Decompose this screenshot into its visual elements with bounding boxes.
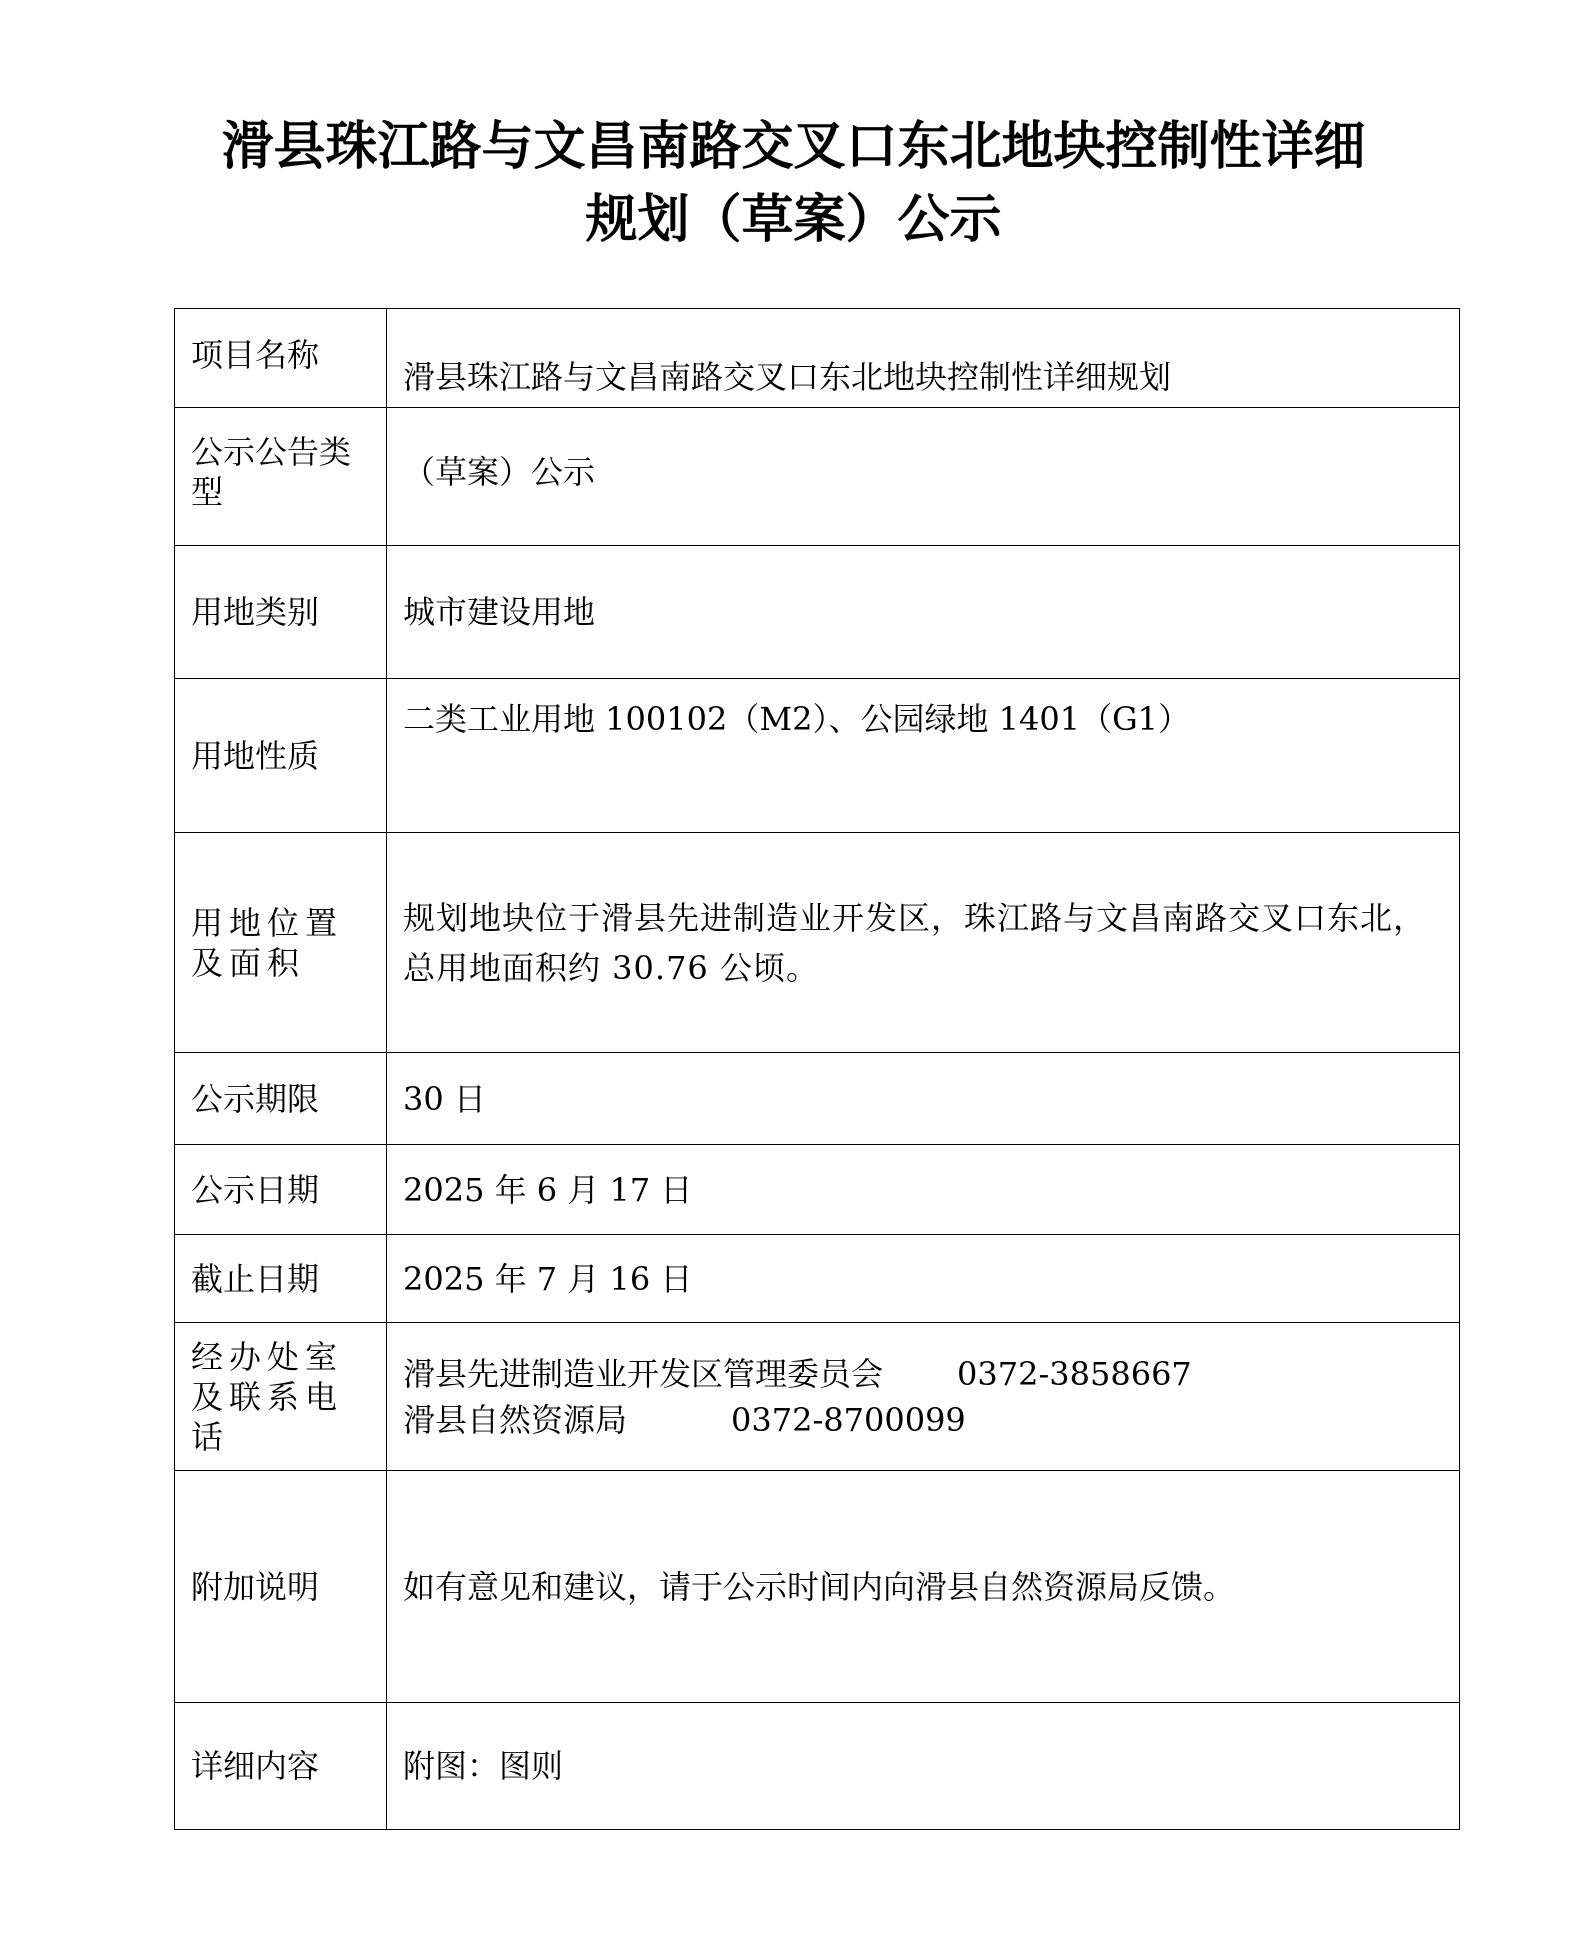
page-title-line-1: 滑县珠江路与文昌南路交叉口东北地块控制性详细 (221, 117, 1366, 177)
row-contact (175, 1323, 1460, 1471)
notice-period-label: 公示期限 (175, 1053, 387, 1145)
contact-value (387, 1323, 1460, 1471)
row-land-category (175, 546, 1460, 679)
notice-type-label: 公示公告类型 (175, 408, 387, 546)
contact-entry (403, 1397, 1449, 1443)
contact-org: 滑县自然资源局 (403, 1400, 628, 1439)
row-details (175, 1703, 1460, 1830)
location-area-label: 用地位置及面积 (175, 833, 387, 1053)
notice-table (174, 308, 1460, 1830)
contact-entry (403, 1351, 1449, 1397)
land-category-value: 城市建设用地 (387, 546, 1460, 679)
row-project-name (175, 309, 1460, 408)
notice-period-value: 30 日 (387, 1053, 1460, 1145)
row-notice-date (175, 1145, 1460, 1235)
notice-date-label: 公示日期 (175, 1145, 387, 1235)
deadline-label: 截止日期 (175, 1235, 387, 1323)
location-area-value: 规划地块位于滑县先进制造业开发区，珠江路与文昌南路交叉口东北，总用地面积约 30.76 公顷。 (387, 833, 1460, 1053)
row-deadline (175, 1235, 1460, 1323)
page-title-line-2: 规划（草案）公示 (585, 190, 1002, 250)
contact-org: 滑县先进制造业开发区管理委员会 (403, 1354, 884, 1393)
remarks-label: 附加说明 (175, 1471, 387, 1703)
remarks-value: 如有意见和建议，请于公示时间内向滑县自然资源局反馈。 (387, 1471, 1460, 1703)
row-remarks (175, 1471, 1460, 1703)
row-location-area (175, 833, 1460, 1053)
notice-date-value: 2025 年 6 月 17 日 (387, 1145, 1460, 1235)
land-nature-value: 二类工业用地 100102（M2）、公园绿地 1401（G1） (387, 679, 1460, 833)
details-value: 附图：图则 (387, 1703, 1460, 1830)
land-nature-label: 用地性质 (175, 679, 387, 833)
contact-phone: 0372-8700099 (731, 1400, 966, 1439)
row-land-nature (175, 679, 1460, 833)
details-label: 详细内容 (175, 1703, 387, 1830)
land-category-label: 用地类别 (175, 546, 387, 679)
contact-label: 经办处室及联系电话 (175, 1323, 387, 1471)
project-name-label: 项目名称 (175, 309, 387, 408)
project-name-value: 滑县珠江路与文昌南路交叉口东北地块控制性详细规划 (387, 309, 1460, 408)
deadline-value: 2025 年 7 月 16 日 (387, 1235, 1460, 1323)
contact-phone: 0372-3858667 (957, 1354, 1192, 1393)
notice-type-value: （草案）公示 (387, 408, 1460, 546)
row-notice-period (175, 1053, 1460, 1145)
row-notice-type (175, 408, 1460, 546)
